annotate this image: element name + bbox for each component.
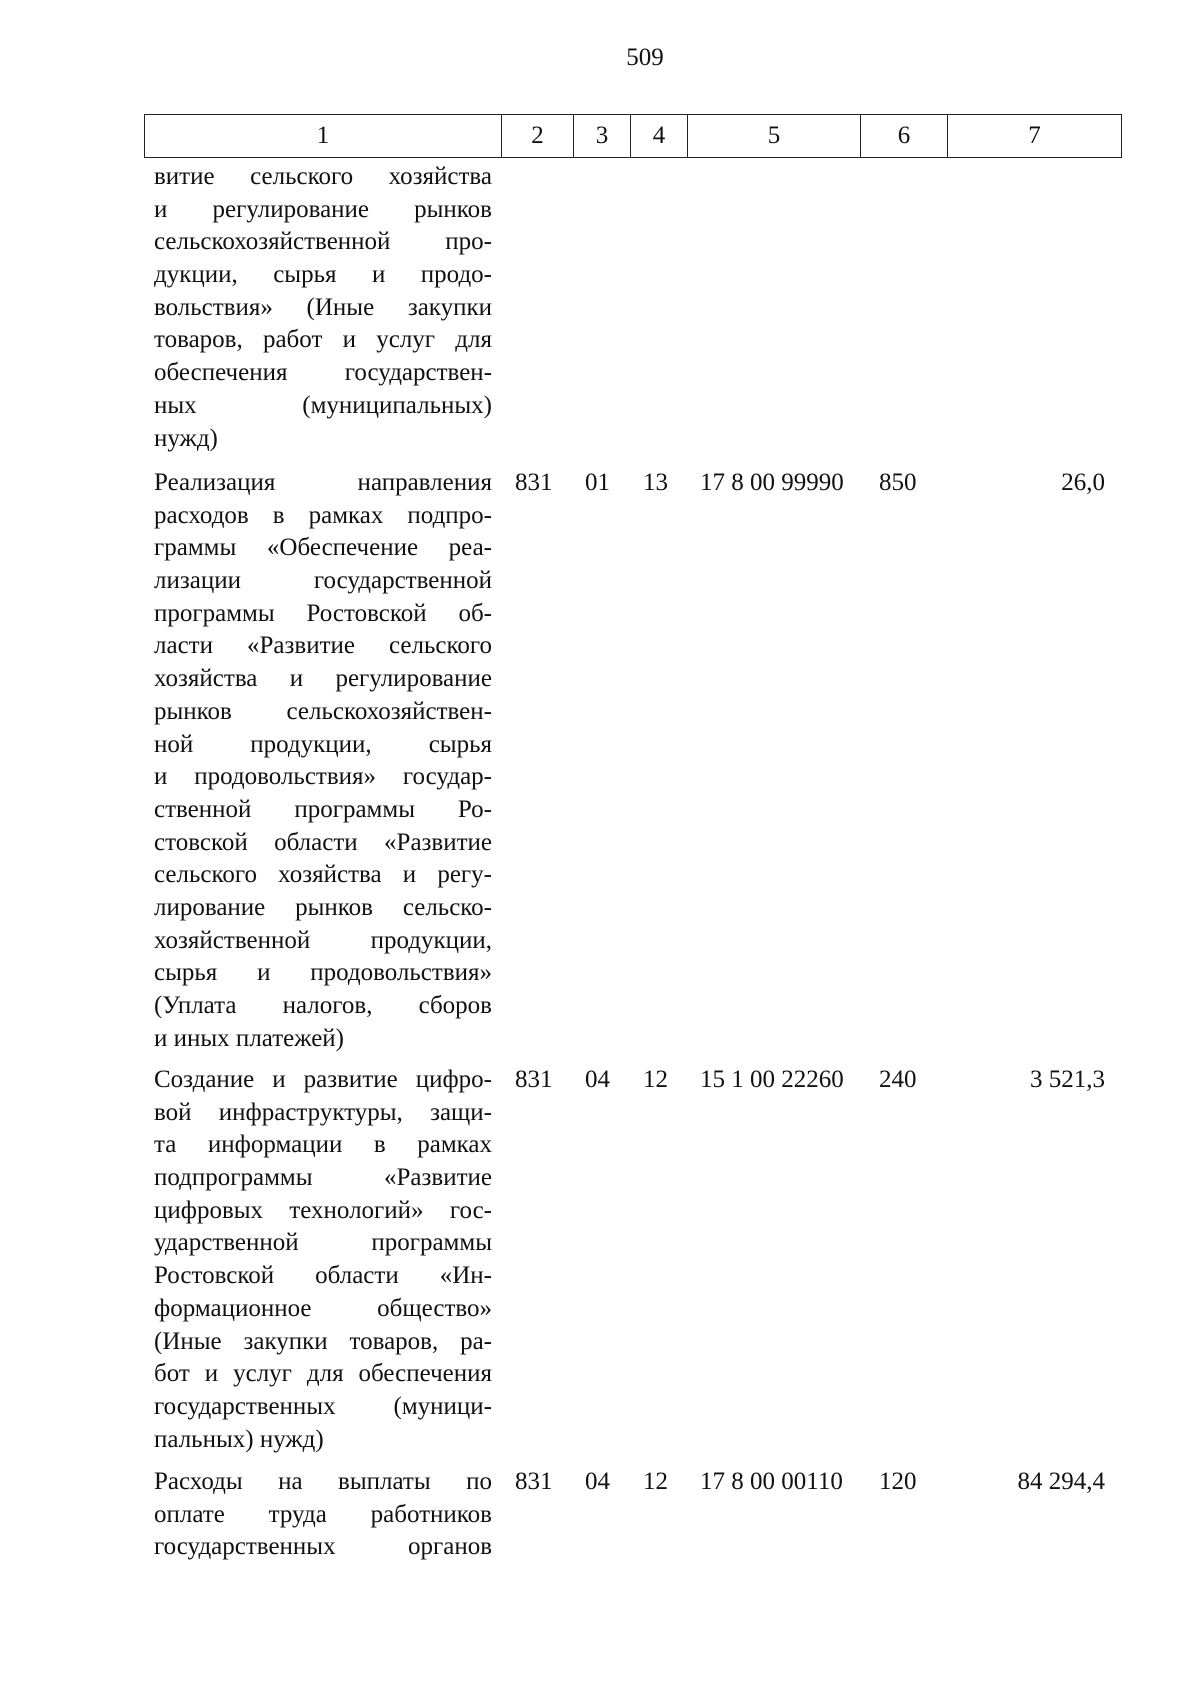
row-1-line: ласти «Развитие сельского [154, 632, 492, 660]
row-3-col-4: 12 [643, 1468, 668, 1495]
row-3-col-3: 04 [585, 1468, 610, 1495]
header-col-7: 7 [1028, 122, 1041, 149]
row-2-line: подпрограммы «Развитие [154, 1164, 492, 1192]
row-1-line: сырья и продовольствия» [154, 959, 492, 987]
row-1-line: лирование рынков сельско- [154, 893, 492, 921]
row-1-line: сельского хозяйства и регу- [154, 861, 492, 889]
row-1-line: рынков сельскохозяйствен- [154, 697, 492, 725]
row-1-line: расходов в рамках подпро- [154, 501, 492, 529]
row-3-col-2: 831 [515, 1468, 553, 1495]
row-0-line: сельскохозяйственной про- [154, 228, 492, 256]
row-2-line: формационное общество» [154, 1294, 492, 1322]
row-1-line: Реализация направления [154, 469, 492, 496]
header-col-3: 3 [574, 115, 631, 157]
header-col-4: 4 [631, 115, 688, 157]
row-3-col-5: 17 8 00 00110 [700, 1468, 843, 1495]
row-2-line: цифровых технологий» гос- [154, 1196, 492, 1224]
row-2-col-6: 240 [879, 1066, 917, 1093]
row-1-line: и продовольствия» государ- [154, 763, 492, 791]
row-3-col-6: 120 [879, 1468, 917, 1495]
row-1-col-4: 13 [643, 469, 668, 496]
row-1-line: ственной программы Ро- [154, 795, 492, 823]
row-2-col-3: 04 [585, 1066, 610, 1093]
row-0-line: и регулирование рынков [154, 195, 492, 223]
row-1-col-7: 26,0 [1061, 469, 1105, 496]
row-2-col-4: 12 [643, 1066, 668, 1093]
row-2-line: (Иные закупки товаров, ра- [154, 1327, 492, 1355]
row-0-line: ных (муниципальных) [154, 391, 492, 419]
row-2-description [154, 1064, 492, 1456]
row-1-line: ной продукции, сырья [154, 730, 492, 758]
row-1-description [154, 467, 492, 1055]
row-1-line: хозяйства и регулирование [154, 665, 492, 693]
row-0-line: витие сельского хозяйства [154, 163, 492, 190]
header-col-6: 6 [861, 115, 948, 157]
row-0-line: товаров, работ и услуг для [154, 326, 492, 354]
row-1-col-6: 850 [879, 469, 917, 496]
header-col-5: 5 [688, 115, 861, 157]
row-0-line: вольствия» (Иные закупки [154, 293, 492, 321]
row-3-description [154, 1466, 492, 1564]
header-col-2: 2 [502, 115, 574, 157]
row-1-line: стовской области «Развитие [154, 828, 492, 856]
row-1-line: программы Ростовской об- [154, 599, 492, 627]
row-1-line: хозяйственной продукции, [154, 926, 492, 954]
row-2-line: пальных) нужд) [154, 1425, 324, 1453]
row-2-col-5: 15 1 00 22260 [700, 1066, 844, 1093]
row-2-line: та информации в рамках [154, 1131, 492, 1159]
row-3-col-7: 84 294,4 [1017, 1468, 1105, 1495]
page-number: 509 [626, 44, 664, 71]
row-0-line: дукции, сырья и продо- [154, 261, 492, 289]
row-2-line: бот и услуг для обеспечения [154, 1360, 492, 1388]
header-col-1: 1 [145, 115, 502, 157]
row-1-line: и иных платежей) [154, 1024, 345, 1052]
row-3-line: Расходы на выплаты по [154, 1468, 492, 1495]
row-2-col-7: 3 521,3 [1030, 1066, 1105, 1093]
row-1-line: граммы «Обеспечение реа- [154, 534, 492, 562]
row-1-col-2: 831 [515, 469, 553, 496]
row-3-line: оплате труда работников [154, 1500, 492, 1528]
row-3-line: государственных органов [154, 1533, 492, 1561]
row-1-col-3: 01 [585, 469, 610, 496]
row-2-line: Ростовской области «Ин- [154, 1262, 492, 1290]
row-2-line: вой инфраструктуры, защи- [154, 1098, 492, 1126]
row-1-line: лизации государственной [154, 567, 492, 595]
row-0-line: обеспечения государствен- [154, 359, 492, 387]
row-2-line: Создание и развитие цифро- [154, 1066, 492, 1093]
table-header [144, 114, 1122, 158]
row-2-line: ударственной программы [154, 1229, 492, 1257]
row-2-col-2: 831 [515, 1066, 553, 1093]
row-1-line: (Уплата налогов, сборов [154, 992, 492, 1019]
row-2-line: государственных (муници- [154, 1392, 492, 1420]
row-0-line: нужд) [154, 424, 218, 452]
row-0-description [154, 161, 492, 455]
row-1-col-5: 17 8 00 99990 [700, 469, 844, 496]
